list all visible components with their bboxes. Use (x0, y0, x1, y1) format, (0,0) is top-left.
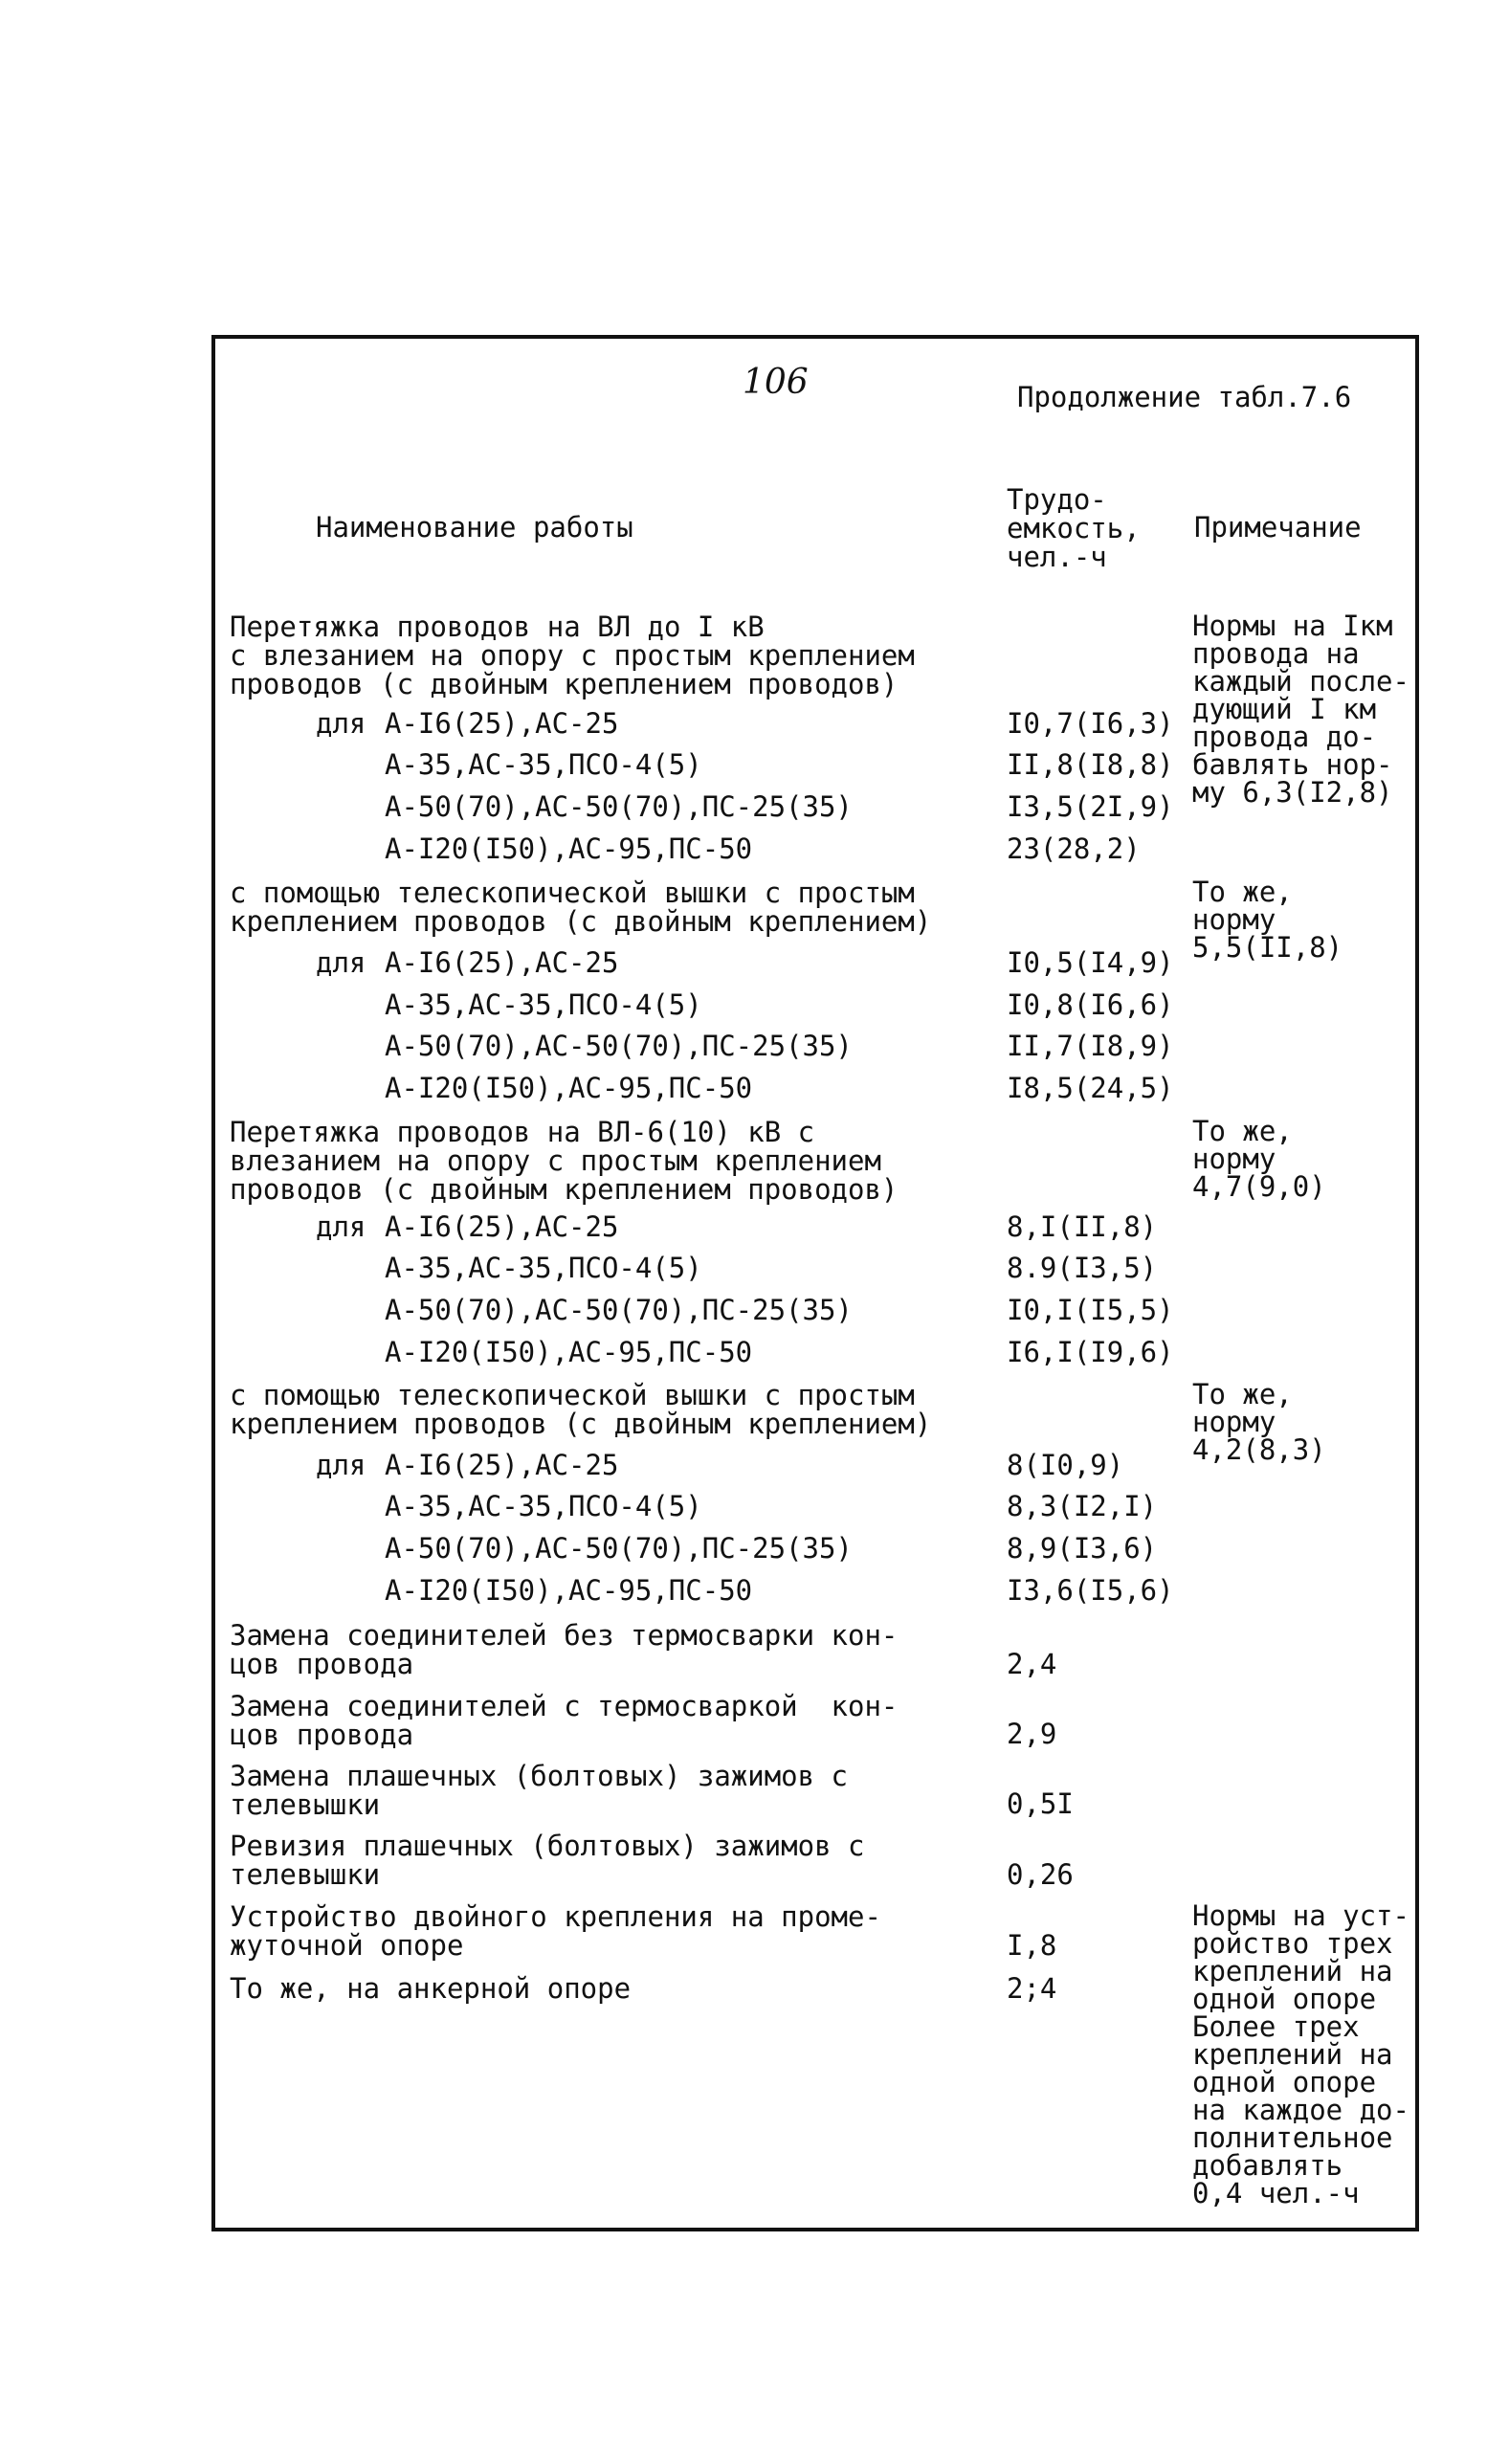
note-line: му 6,3(I2,8) (1192, 776, 1393, 809)
note-line: бавлять нор- (1192, 748, 1393, 781)
labor-value: 8.9(I3,5) (1007, 1252, 1158, 1284)
wire-type: А-I6(25),АС-25 (385, 1449, 619, 1481)
labor-value: 8(I0,9) (1007, 1449, 1124, 1481)
work-description-line: Замена соединителей с термосваркой кон- (230, 1690, 899, 1722)
note-line: креплений на (1192, 2038, 1393, 2071)
work-description-line: телевышки (230, 1858, 381, 1891)
wire-type: А-50(70),АС-50(70),ПС-25(35) (385, 790, 853, 823)
wire-type: А-35,АС-35,ПСО-4(5) (385, 1490, 702, 1522)
continuation-caption: Продолжение табл.7.6 (1017, 381, 1352, 413)
work-description-line: проводов (с двойным креплением проводов) (230, 668, 899, 700)
wire-type: А-I6(25),АС-25 (385, 946, 619, 979)
wire-type: А-I20(I50),АС-95,ПС-50 (385, 1072, 753, 1104)
note-line: дующий I км (1192, 693, 1377, 725)
work-description-line: Перетяжка проводов на ВЛ-6(10) кВ с (230, 1116, 815, 1148)
work-description-line: Перетяжка проводов на ВЛ до I кВ (230, 610, 765, 643)
row-prefix: для (316, 946, 383, 979)
work-description-line: креплением проводов (с двойным креплением) (230, 1408, 932, 1440)
page-number: 106 (743, 363, 809, 402)
labor-value: I3,5(2I,9) (1007, 790, 1174, 823)
note-line: 5,5(II,8) (1192, 931, 1343, 964)
labor-value: 0,5I (1007, 1787, 1074, 1820)
note-line: 4,2(8,3) (1192, 1433, 1326, 1466)
work-description-line: Ревизия плашечных (болтовых) зажимов с (230, 1830, 865, 1862)
work-description-line: проводов (с двойным креплением проводов) (230, 1173, 899, 1206)
row-prefix: для (316, 1210, 383, 1243)
wire-type: А-50(70),АС-50(70),ПС-25(35) (385, 1030, 853, 1062)
wire-type: А-I20(I50),АС-95,ПС-50 (385, 832, 753, 865)
note-line: То же, (1192, 1378, 1293, 1410)
wire-type: А-35,АС-35,ПСО-4(5) (385, 748, 702, 781)
labor-value: II,8(I8,8) (1007, 748, 1174, 781)
labor-value: II,7(I8,9) (1007, 1030, 1174, 1062)
column-header-name: Наименование работы (316, 511, 633, 544)
labor-value: 8,I(II,8) (1007, 1210, 1158, 1243)
labor-value: 8,3(I2,I) (1007, 1490, 1158, 1522)
note-line: Нормы на уст- (1192, 1899, 1409, 1932)
labor-value: I0,8(I6,6) (1007, 988, 1174, 1021)
column-header-labor-3: чел.-ч (1007, 541, 1107, 573)
work-description-line: телевышки (230, 1788, 381, 1821)
wire-type: А-50(70),АС-50(70),ПС-25(35) (385, 1294, 853, 1326)
note-line: провода до- (1192, 721, 1377, 753)
note-line: норму (1192, 903, 1276, 936)
note-line: добавлять (1192, 2149, 1343, 2182)
note-line: Нормы на Iкм (1192, 610, 1393, 642)
labor-value: I0,5(I4,9) (1007, 946, 1174, 979)
labor-value: I6,I(I9,6) (1007, 1336, 1174, 1368)
note-line: провода на (1192, 637, 1360, 670)
column-header-note: Примечание (1194, 511, 1362, 544)
work-description-line: креплением проводов (с двойным креплением) (230, 905, 932, 938)
note-line: на каждое до- (1192, 2094, 1409, 2126)
labor-value: 2;4 (1007, 1972, 1057, 2005)
work-description-line: с помощью телескопической вышки с простым (230, 1379, 915, 1411)
work-description-line: Замена соединителей без термосварки кон- (230, 1619, 899, 1652)
wire-type: А-35,АС-35,ПСО-4(5) (385, 988, 702, 1021)
labor-value: 8,9(I3,6) (1007, 1532, 1158, 1565)
wire-type: А-50(70),АС-50(70),ПС-25(35) (385, 1532, 853, 1565)
labor-value: I0,I(I5,5) (1007, 1294, 1174, 1326)
labor-value: I0,7(I6,3) (1007, 707, 1174, 740)
labor-value: 23(28,2) (1007, 832, 1141, 865)
note-line: полнительное (1192, 2121, 1393, 2154)
note-line: норму (1192, 1143, 1276, 1175)
wire-type: А-I6(25),АС-25 (385, 707, 619, 740)
note-line: креплений на (1192, 1955, 1393, 1987)
note-line: одной опоре (1192, 1983, 1377, 2015)
note-line: одной опоре (1192, 2066, 1377, 2098)
wire-type: А-I20(I50),АС-95,ПС-50 (385, 1574, 753, 1607)
work-description-line: цов провода (230, 1648, 414, 1680)
note-line: норму (1192, 1406, 1276, 1438)
note-line: Более трех (1192, 2010, 1360, 2043)
wire-type: А-35,АС-35,ПСО-4(5) (385, 1252, 702, 1284)
work-description-line: цов провода (230, 1719, 414, 1751)
work-description-line: с влезанием на опору с простым креплением (230, 639, 915, 672)
work-description-line: влезанием на опору с простым креплением (230, 1144, 881, 1177)
wire-type: А-I6(25),АС-25 (385, 1210, 619, 1243)
labor-value: 2,9 (1007, 1718, 1057, 1750)
labor-value: I3,6(I5,6) (1007, 1574, 1174, 1607)
note-line: То же, (1192, 876, 1293, 908)
work-description-line: Замена плашечных (болтовых) зажимов с (230, 1760, 849, 1792)
work-description-line: жуточной опоре (230, 1929, 464, 1962)
note-line: каждый после- (1192, 665, 1409, 698)
note-line: То же, (1192, 1115, 1293, 1147)
work-description-line: То же, на анкерной опоре (230, 1972, 632, 2005)
column-header-labor-2: емкость, (1007, 512, 1141, 544)
wire-type: А-I20(I50),АС-95,ПС-50 (385, 1336, 753, 1368)
row-prefix: для (316, 707, 383, 740)
note-line: 4,7(9,0) (1192, 1170, 1326, 1203)
labor-value: I8,5(24,5) (1007, 1072, 1174, 1104)
labor-value: I,8 (1007, 1929, 1057, 1962)
row-prefix: для (316, 1449, 383, 1481)
labor-value: 2,4 (1007, 1648, 1057, 1680)
note-line: ройство трех (1192, 1927, 1393, 1960)
work-description-line: с помощью телескопической вышки с простым (230, 877, 915, 909)
note-line: 0,4 чел.-ч (1192, 2177, 1360, 2209)
column-header-labor-1: Трудо- (1007, 483, 1107, 516)
work-description-line: Устройство двойного крепления на проме- (230, 1900, 881, 1933)
labor-value: 0,26 (1007, 1858, 1074, 1891)
